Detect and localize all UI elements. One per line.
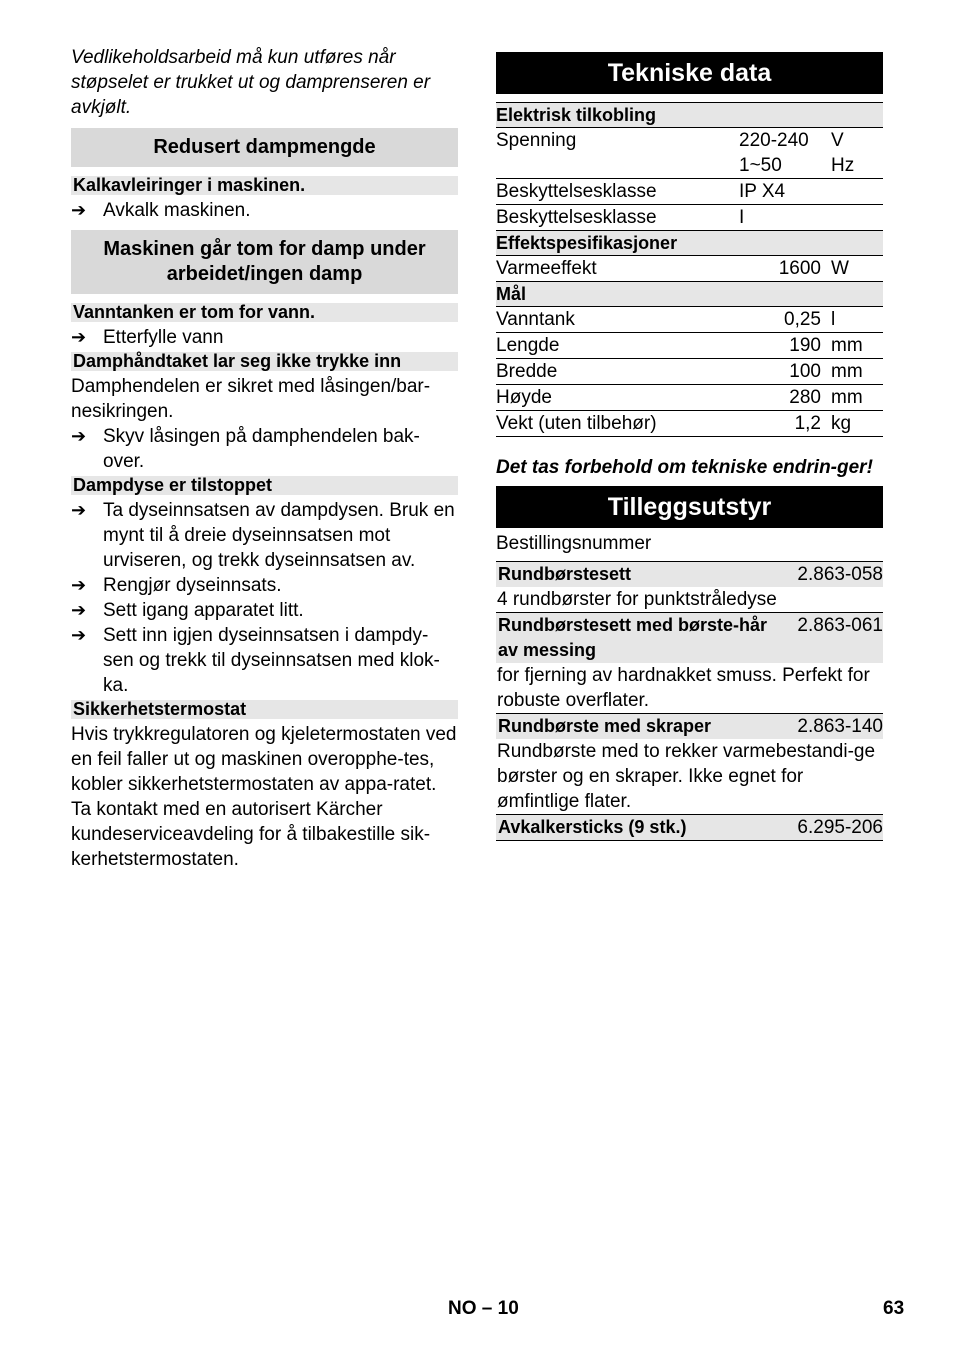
table-row <box>496 128 883 154</box>
bullet-text: Rengjør dyseinnsats. <box>103 575 282 596</box>
accessory-description: Rundbørste med to rekker varmebestandi-ge børster og en skraper. Ikke egnet for ømfintlige flater. <box>497 741 876 812</box>
table-group-row <box>496 282 883 307</box>
table-row <box>496 153 883 179</box>
subheading-safety-thermostat: Sikkerhetstermostat <box>71 700 458 719</box>
row-label: Vekt (uten tilbehør) <box>496 411 739 437</box>
table-group-row <box>496 103 883 128</box>
arrow-right-icon: ➔ <box>71 426 87 446</box>
subheading-handle-stuck: Damphåndtaket lar seg ikke trykke inn <box>71 352 458 371</box>
row-unit: mm <box>831 333 883 359</box>
bullet-text: Avkalk maskinen. <box>103 200 251 221</box>
arrow-right-icon: ➔ <box>71 500 87 520</box>
row-label: Høyde <box>496 385 739 411</box>
row-unit <box>831 205 883 231</box>
table-row <box>496 205 883 231</box>
accessory-name: Avkalkersticks (9 stk.) <box>498 817 687 837</box>
row-value: 280 <box>739 385 831 411</box>
right-column <box>496 52 883 841</box>
row-label: Vanntank <box>496 307 739 333</box>
accessory-header <box>496 814 883 841</box>
subheading-nozzle-blocked: Dampdyse er tilstoppet <box>71 476 458 495</box>
bullet-item <box>71 498 458 573</box>
table-row <box>496 179 883 205</box>
row-unit: W <box>831 256 883 282</box>
row-label: Beskyttelsesklasse <box>496 205 739 231</box>
accessory-name: Rundbørstesett med børste-hår av messing <box>498 615 768 660</box>
bullet-item <box>71 598 458 623</box>
row-label: Spenning <box>496 130 577 151</box>
row-unit: kg <box>831 411 883 437</box>
technical-data-table <box>496 102 883 437</box>
bullet-item <box>71 424 458 474</box>
bullet-item <box>71 573 458 598</box>
technical-note: Det tas forbehold om tekniske endrin-ger! <box>496 457 873 478</box>
group-label: Elektrisk tilkobling <box>496 103 883 128</box>
accessory-code: 2.863-058 <box>797 564 883 585</box>
accessory-header <box>496 561 883 587</box>
row-value: 100 <box>739 359 831 385</box>
paragraph-lock: Damphendelen er sikret med låsingen/bar-nesikringen. <box>71 376 431 422</box>
bullet-text: Ta dyseinnsatsen av dampdysen. Bruk en mynt til å dreie dyseinnsatsen mot urviseren, og trekk dyseinnsatsen av. <box>103 500 455 571</box>
row-unit: V <box>831 130 844 151</box>
heading-reduced-steam: Redusert dampmengde <box>71 128 458 167</box>
row-unit: mm <box>831 359 883 385</box>
row-label: Varmeeffekt <box>496 256 739 282</box>
accessory-code: 6.295-206 <box>797 817 883 838</box>
row-value: 220-240 <box>739 130 809 151</box>
row-unit: l <box>831 307 883 333</box>
group-label: Mål <box>496 282 883 307</box>
row-label: Bredde <box>496 359 739 385</box>
left-column <box>71 45 458 872</box>
arrow-right-icon: ➔ <box>71 200 87 220</box>
footer-page-number: 63 <box>883 1298 905 1319</box>
arrow-right-icon: ➔ <box>71 575 87 595</box>
bullet-text: Sett igang apparatet litt. <box>103 600 304 621</box>
bullet-item <box>71 623 458 698</box>
accessory-description: 4 rundbørster for punktstråledyse <box>497 589 777 610</box>
accessory-code: 2.863-140 <box>797 716 883 737</box>
bullet-item <box>71 198 458 223</box>
accessory-header <box>496 713 883 739</box>
table-row <box>496 307 883 333</box>
accessory-name: Rundbørste med skraper <box>498 716 712 736</box>
table-row <box>496 256 883 282</box>
row-value: 190 <box>739 333 831 359</box>
arrow-right-icon: ➔ <box>71 625 87 645</box>
accessory-header <box>496 612 883 663</box>
table-row <box>496 359 883 385</box>
bullet-text: Skyv låsingen på damphendelen bak-over. <box>103 426 420 472</box>
subheading-limescale: Kalkavleiringer i maskinen. <box>71 176 458 195</box>
row-unit: Hz <box>831 153 883 179</box>
row-value: 1,2 <box>739 411 831 437</box>
accessory-name: Rundbørstesett <box>498 564 632 584</box>
row-value: 1600 <box>739 256 831 282</box>
bullet-text: Etterfylle vann <box>103 327 224 348</box>
table-row <box>496 333 883 359</box>
row-value: 0,25 <box>739 307 831 333</box>
group-label: Effektspesifikasjoner <box>496 231 883 256</box>
paragraph-thermostat: Hvis trykkregulatoren og kjeletermostaten ved en feil faller ut og maskinen overopphe-tes, kobler sikkerhetstermostaten av appa-ratet. Ta kontakt med en autorisert Kärcher kundeserviceavdeling for å tilbakestille sik-kerhetstermostaten. <box>71 724 457 870</box>
table-row <box>496 385 883 411</box>
row-unit: mm <box>831 385 883 411</box>
row-value: I <box>739 205 831 231</box>
row-value: IP X4 <box>739 179 831 205</box>
row-value: 1~50 <box>739 153 831 179</box>
heading-technical-data: Tekniske data <box>496 52 883 94</box>
table-row <box>496 411 883 437</box>
row-label: Beskyttelsesklasse <box>496 179 739 205</box>
row-unit <box>831 179 883 205</box>
row-label: Lengde <box>496 333 739 359</box>
heading-accessories: Tilleggsutstyr <box>496 486 883 528</box>
footer-section-label: NO – 10 <box>448 1298 519 1319</box>
accessory-description: for fjerning av hardnakket smuss. Perfekt for robuste overflater. <box>497 665 870 711</box>
subheading-tank-empty: Vanntanken er tom for vann. <box>71 303 458 322</box>
bullet-text: Sett inn igjen dyseinnsatsen i dampdy-sen og trekk til dyseinnsatsen med klok-ka. <box>103 625 440 696</box>
accessory-code: 2.863-061 <box>797 615 883 636</box>
order-number-label: Bestillingsnummer <box>496 533 652 554</box>
table-group-row <box>496 231 883 256</box>
bullet-item <box>71 325 458 350</box>
arrow-right-icon: ➔ <box>71 327 87 347</box>
heading-no-steam: Maskinen går tom for damp under arbeidet/ingen damp <box>71 230 458 294</box>
row-label <box>496 153 739 179</box>
maintenance-intro: Vedlikeholdsarbeid må kun utføres når støpselet er trukket ut og damprenseren er avkjølt. <box>71 47 431 118</box>
arrow-right-icon: ➔ <box>71 600 87 620</box>
